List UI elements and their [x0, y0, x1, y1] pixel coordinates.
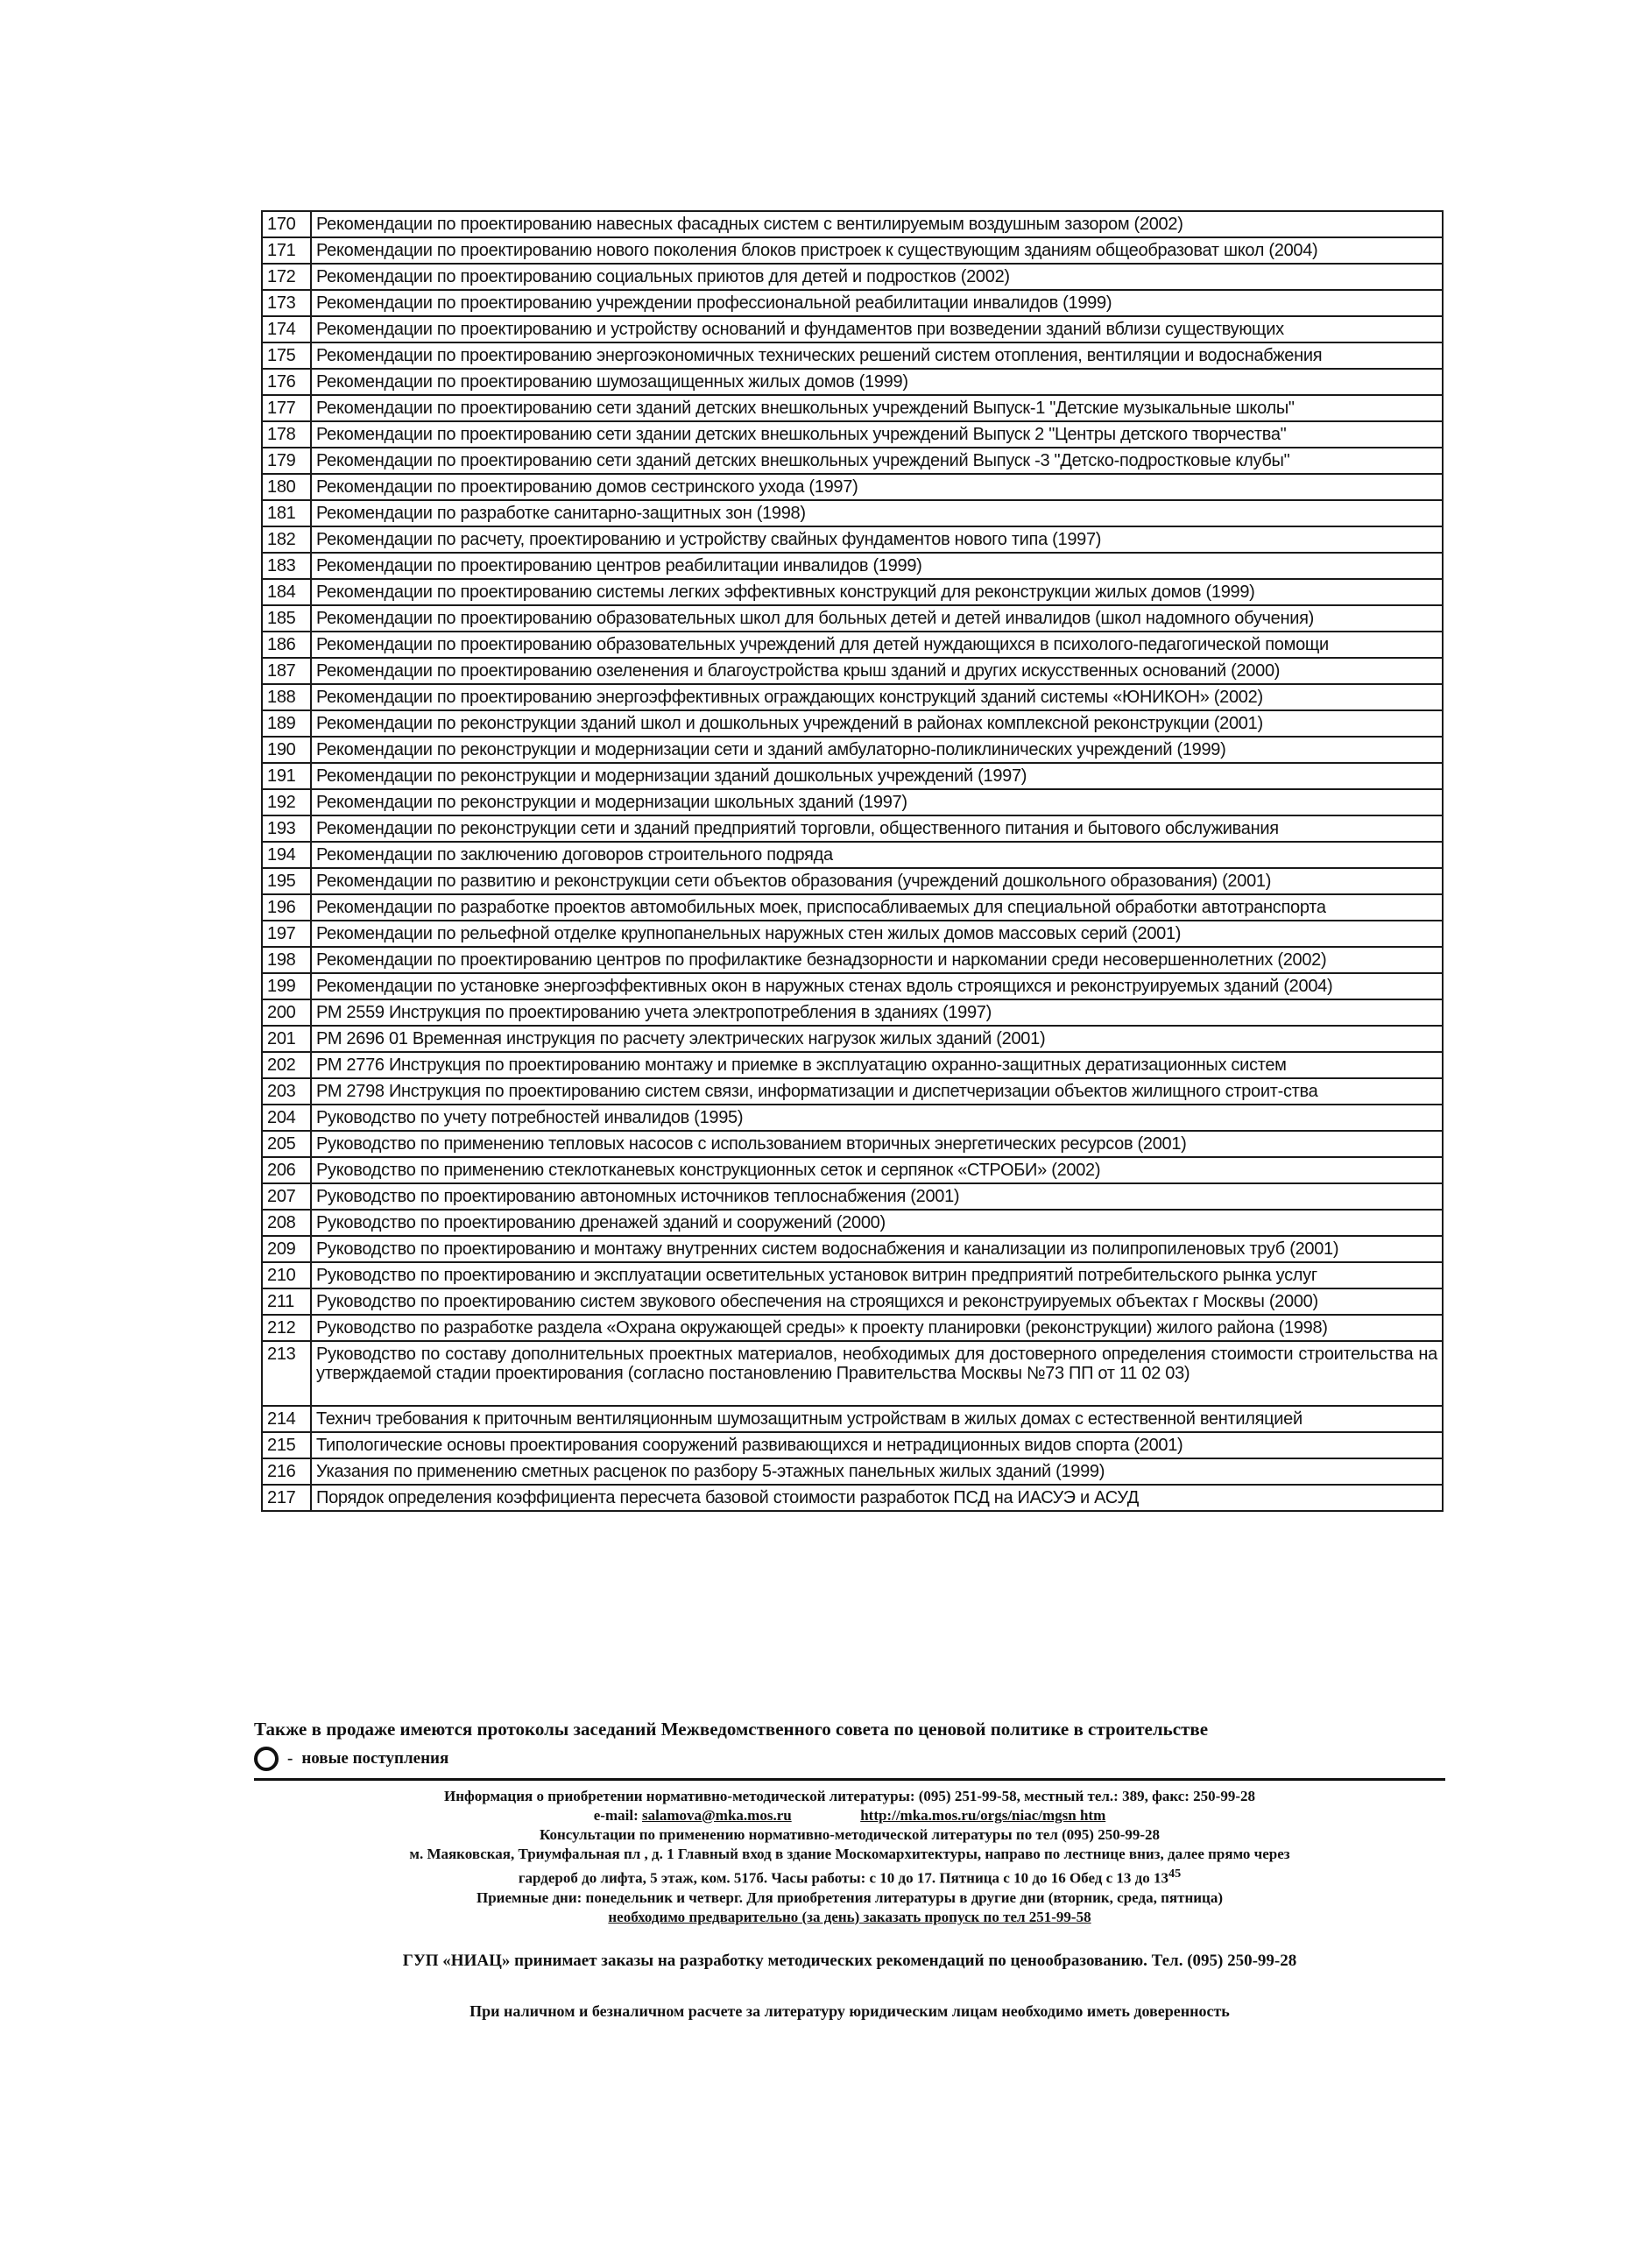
row-number: 186 — [262, 632, 311, 658]
table-row — [262, 763, 1443, 789]
row-number: 174 — [262, 316, 311, 342]
row-number: 180 — [262, 474, 311, 500]
row-number: 187 — [262, 658, 311, 684]
table-row — [262, 1078, 1443, 1105]
table-row — [262, 1406, 1443, 1432]
table-row — [262, 448, 1443, 474]
row-title: Руководство по составу дополнительных проектных материалов, необходимых для достоверного определения стоимости строительства на утверждаемой стадии проектирования (согласно постановлению Правительства Москвы №73 ПП от 11 02 03) — [311, 1341, 1443, 1406]
table-row — [262, 553, 1443, 579]
row-number: 190 — [262, 737, 311, 763]
info-web-line — [237, 1806, 1463, 1825]
table-row — [262, 1458, 1443, 1485]
row-title: Рекомендации по проектированию образовательных учреждений для детей нуждающихся в психолого-педагогической помощи — [311, 632, 1443, 658]
row-number: 204 — [262, 1105, 311, 1131]
row-number: 201 — [262, 1026, 311, 1052]
row-number: 207 — [262, 1183, 311, 1210]
row-title: Руководство по применению тепловых насосов с использованием вторичных энергетических ресурсов (2001) — [311, 1131, 1443, 1157]
table-row — [262, 290, 1443, 316]
table-row — [262, 1262, 1443, 1288]
table-row — [262, 1210, 1443, 1236]
row-title: Руководство по проектированию автономных источников теплоснабжения (2001) — [311, 1183, 1443, 1210]
row-title: Рекомендации по проектированию центров реабилитации инвалидов (1999) — [311, 553, 1443, 579]
address-line-1: м. Маяковская, Триумфальная пл , д. 1 Главный вход в здание Москомархитектуры, направо по лестнице вниз, далее прямо через — [409, 1846, 1290, 1862]
table-row — [262, 1288, 1443, 1315]
row-number: 176 — [262, 369, 311, 395]
row-number: 185 — [262, 605, 311, 632]
circle-icon — [254, 1747, 279, 1771]
row-title: Рекомендации по проектированию домов сестринского ухода (1997) — [311, 474, 1443, 500]
table-row — [262, 632, 1443, 658]
row-number: 210 — [262, 1262, 311, 1288]
table-row — [262, 237, 1443, 264]
table-row — [262, 894, 1443, 921]
row-number: 211 — [262, 1288, 311, 1315]
row-number: 199 — [262, 973, 311, 999]
table-row — [262, 947, 1443, 973]
table-row — [262, 1183, 1443, 1210]
row-number: 203 — [262, 1078, 311, 1105]
table-row — [262, 868, 1443, 894]
table-row — [262, 842, 1443, 868]
table-row — [262, 658, 1443, 684]
row-title: Рекомендации по реконструкции и модернизации сети и зданий амбулаторно-поликлинических учреждений (1999) — [311, 737, 1443, 763]
table-row — [262, 1236, 1443, 1262]
row-title: Рекомендации по проектированию шумозащищенных жилых домов (1999) — [311, 369, 1443, 395]
table-row — [262, 737, 1443, 763]
row-number: 191 — [262, 763, 311, 789]
row-title: РМ 2559 Инструкция по проектированию учета электропотребления в зданиях (1997) — [311, 999, 1443, 1026]
table-row — [262, 421, 1443, 448]
row-title: Руководство по проектированию и монтажу внутренних систем водоснабжения и канализации из полипропиленовых труб (2001) — [311, 1236, 1443, 1262]
row-number: 183 — [262, 553, 311, 579]
row-number: 216 — [262, 1458, 311, 1485]
row-number: 179 — [262, 448, 311, 474]
table-row — [262, 1341, 1443, 1406]
row-title: Руководство по проектированию систем звукового обеспечения на строящихся и реконструируемых объектах г Москвы (2000) — [311, 1288, 1443, 1315]
row-number: 184 — [262, 579, 311, 605]
table-row — [262, 789, 1443, 815]
legend-dash: - — [287, 1749, 293, 1768]
row-number: 213 — [262, 1341, 311, 1406]
row-number: 214 — [262, 1406, 311, 1432]
row-title: Рекомендации по реконструкции зданий школ и дошкольных учреждений в районах комплексной реконструкции (2001) — [311, 710, 1443, 737]
catalog-table — [261, 210, 1444, 1512]
row-title: Типологические основы проектирования сооружений развивающихся и нетрадиционных видов спорта (2001) — [311, 1432, 1443, 1458]
row-title: Рекомендации по реконструкции сети и зданий предприятий торговли, общественного питания и бытового обслуживания — [311, 815, 1443, 842]
row-number: 173 — [262, 290, 311, 316]
row-title: Рекомендации по проектированию навесных фасадных систем с вентилируемым воздушным зазором (2002) — [311, 211, 1443, 237]
row-number: 217 — [262, 1485, 311, 1511]
row-number: 193 — [262, 815, 311, 842]
table-row — [262, 1026, 1443, 1052]
table-row — [262, 1131, 1443, 1157]
also-on-sale-note: Также в продаже имеются протоколы заседаний Межведомственного совета по ценовой политике в строительстве — [254, 1719, 1209, 1740]
row-number: 170 — [262, 211, 311, 237]
row-title: Рекомендации по реконструкции и модернизации зданий дошкольных учреждений (1997) — [311, 763, 1443, 789]
table-row — [262, 1157, 1443, 1183]
info-phone-line: Информация о приобретении нормативно-методической литературы: (095) 251-99-58, местный тел.: 389, факс: 250-99-28 — [443, 1788, 1255, 1804]
row-title: Рекомендации по рельефной отделке крупнопанельных наружных стен жилых домов массовых серий (2001) — [311, 921, 1443, 947]
row-title: Руководство по применению стеклотканевых конструкционных сеток и серпянок «СТРОБИ» (2002) — [311, 1157, 1443, 1183]
row-title: Рекомендации по проектированию энергоэкономичных технических решений систем отопления, вентиляции и водоснабжения — [311, 342, 1443, 369]
row-title: Рекомендации по проектированию озеленения и благоустройства крыш зданий и других искусственных оснований (2000) — [311, 658, 1443, 684]
row-number: 177 — [262, 395, 311, 421]
table-row — [262, 999, 1443, 1026]
table-row — [262, 605, 1443, 632]
row-number: 196 — [262, 894, 311, 921]
row-number: 178 — [262, 421, 311, 448]
row-title: Рекомендации по проектированию и устройству оснований и фундаментов при возведении зданий вблизи существующих — [311, 316, 1443, 342]
table-row — [262, 579, 1443, 605]
table-row — [262, 369, 1443, 395]
row-number: 212 — [262, 1315, 311, 1341]
row-number: 181 — [262, 500, 311, 526]
reception-days-line: Приемные дни: понедельник и четверг. Для приобретения литературы в другие дни (вторник, среда, пятница) — [476, 1888, 1223, 1906]
row-title: Рекомендации по проектированию энергоэффективных ограждающих конструкций зданий системы «ЮНИКОН» (2002) — [311, 684, 1443, 710]
table-row — [262, 1315, 1443, 1341]
address-line-2 — [237, 1864, 1463, 1888]
row-title: Технич требования к приточным вентиляционным шумозащитным устройствам в жилых домах с естественной вентиляцией — [311, 1406, 1443, 1432]
catalog-table-body — [262, 211, 1443, 1511]
row-title: Рекомендации по развитию и реконструкции сети объектов образования (учреждений дошкольного образования) (2001) — [311, 868, 1443, 894]
row-number: 171 — [262, 237, 311, 264]
row-title: Рекомендации по проектированию сети здании детских внешкольных учреждений Выпуск 2 "Центры детского творчества" — [311, 421, 1443, 448]
row-title: Рекомендации по проектированию центров по профилактике безнадзорности и наркомании среди несовершеннолетних (2002) — [311, 947, 1443, 973]
website-link[interactable]: http://mka.mos.ru/orgs/niac/mgsn htm — [860, 1807, 1106, 1824]
row-number: 188 — [262, 684, 311, 710]
row-number: 209 — [262, 1236, 311, 1262]
row-number: 200 — [262, 999, 311, 1026]
row-title: Рекомендации по проектированию сети зданий детских внешкольных учреждений Выпуск-1 "Детские музыкальные школы" — [311, 395, 1443, 421]
table-row — [262, 342, 1443, 369]
row-title: Рекомендации по проектированию учреждении профессиональной реабилитации инвалидов (1999) — [311, 290, 1443, 316]
row-title: Рекомендации по установке энергоэффективных окон в наружных стенах вдоль строящихся и реконструируемых зданий (2004) — [311, 973, 1443, 999]
table-row — [262, 1432, 1443, 1458]
table-row — [262, 1105, 1443, 1131]
pass-order-line: необходимо предварительно (за день) заказать пропуск по тел 251-99-58 — [608, 1908, 1091, 1925]
catalog-table-container — [261, 210, 1444, 1512]
row-title: Рекомендации по разработке санитарно-защитных зон (1998) — [311, 500, 1443, 526]
row-number: 189 — [262, 710, 311, 737]
row-number: 192 — [262, 789, 311, 815]
row-title: Рекомендации по проектированию социальных приютов для детей и подростков (2002) — [311, 264, 1443, 290]
row-title: Руководство по проектированию дренажей зданий и сооружений (2000) — [311, 1210, 1443, 1236]
table-row — [262, 264, 1443, 290]
row-title: Рекомендации по расчету, проектированию и устройству свайных фундаментов нового типа (1997) — [311, 526, 1443, 553]
table-row — [262, 474, 1443, 500]
email-label: e-mail: — [593, 1807, 639, 1824]
row-title: Руководство по учету потребностей инвалидов (1995) — [311, 1105, 1443, 1131]
row-number: 194 — [262, 842, 311, 868]
table-row — [262, 1485, 1443, 1511]
new-arrivals-legend — [254, 1747, 1480, 1771]
row-title: Рекомендации по реконструкции и модернизации школьных зданий (1997) — [311, 789, 1443, 815]
row-number: 202 — [262, 1052, 311, 1078]
table-row — [262, 710, 1443, 737]
row-title: Рекомендации по заключению договоров строительного подряда — [311, 842, 1443, 868]
payment-note: При наличном и безналичном расчете за литературу юридическим лицам необходимо иметь доверенность — [469, 2002, 1230, 2020]
row-number: 208 — [262, 1210, 311, 1236]
row-title: Рекомендации по проектированию системы легких эффективных конструкций для реконструкции жилых домов (1999) — [311, 579, 1443, 605]
row-number: 182 — [262, 526, 311, 553]
legend-text: новые поступления — [301, 1749, 449, 1768]
address-line-2-text: гардероб до лифта, 5 этаж, ком. 517б. Часы работы: с 10 до 17. Пятница с 10 до 16 Обед с 13 до 13 — [518, 1869, 1169, 1887]
row-number: 195 — [262, 868, 311, 894]
address-line-2-sup: 45 — [1168, 1867, 1182, 1881]
row-number: 175 — [262, 342, 311, 369]
table-row — [262, 684, 1443, 710]
row-title: Порядок определения коэффициента пересчета базовой стоимости разработок ПСД на ИАСУЭ и АСУД — [311, 1485, 1443, 1511]
email-link[interactable]: salamova@mka.mos.ru — [641, 1807, 792, 1824]
table-row — [262, 815, 1443, 842]
consult-line: Консультации по применению нормативно-методической литературы по тел (095) 250-99-28 — [539, 1826, 1161, 1843]
row-title: Рекомендации по проектированию нового поколения блоков пристроек к существующим зданиям общеобразоват школ (2004) — [311, 237, 1443, 264]
table-row — [262, 395, 1443, 421]
row-title: Указания по применению сметных расценок по разбору 5-этажных панельных жилых зданий (1999) — [311, 1458, 1443, 1485]
row-title: Рекомендации по разработке проектов автомобильных моек, приспосабливаемых для специальной обработки автотранспорта — [311, 894, 1443, 921]
row-title: РМ 2798 Инструкция по проектированию систем связи, информатизации и диспетчеризации объектов жилищного строит-ства — [311, 1078, 1443, 1105]
divider — [254, 1778, 1445, 1781]
row-title: РМ 2776 Инструкция по проектированию монтажу и приемке в эксплуатацию охранно-защитных дератизационных систем — [311, 1052, 1443, 1078]
row-title: Руководство по проектированию и эксплуатации осветительных установок витрин предприятий потребительского рынка услуг — [311, 1262, 1443, 1288]
row-number: 206 — [262, 1157, 311, 1183]
table-row — [262, 921, 1443, 947]
row-number: 205 — [262, 1131, 311, 1157]
row-title: Рекомендации по проектированию сети зданий детских внешкольных учреждений Выпуск -3 "Детско-подростковые клубы" — [311, 448, 1443, 474]
contact-info-block — [237, 1787, 1463, 1927]
row-title: Руководство по разработке раздела «Охрана окружающей среды» к проекту планировки (реконструкции) жилого района (1998) — [311, 1315, 1443, 1341]
table-row — [262, 500, 1443, 526]
row-number: 198 — [262, 947, 311, 973]
row-title: Рекомендации по проектированию образовательных школ для больных детей и детей инвалидов (школ надомного обучения) — [311, 605, 1443, 632]
table-row — [262, 211, 1443, 237]
table-row — [262, 316, 1443, 342]
row-number: 215 — [262, 1432, 311, 1458]
row-title: РМ 2696 01 Временная инструкция по расчету электрических нагрузок жилых зданий (2001) — [311, 1026, 1443, 1052]
row-number: 172 — [262, 264, 311, 290]
table-row — [262, 973, 1443, 999]
table-row — [262, 1052, 1443, 1078]
table-row — [262, 526, 1443, 553]
gup-niac-note: ГУП «НИАЦ» принимает заказы на разработку методических рекомендаций по ценообразованию. Тел. (095) 250-99-28 — [402, 1952, 1297, 1970]
row-number: 197 — [262, 921, 311, 947]
